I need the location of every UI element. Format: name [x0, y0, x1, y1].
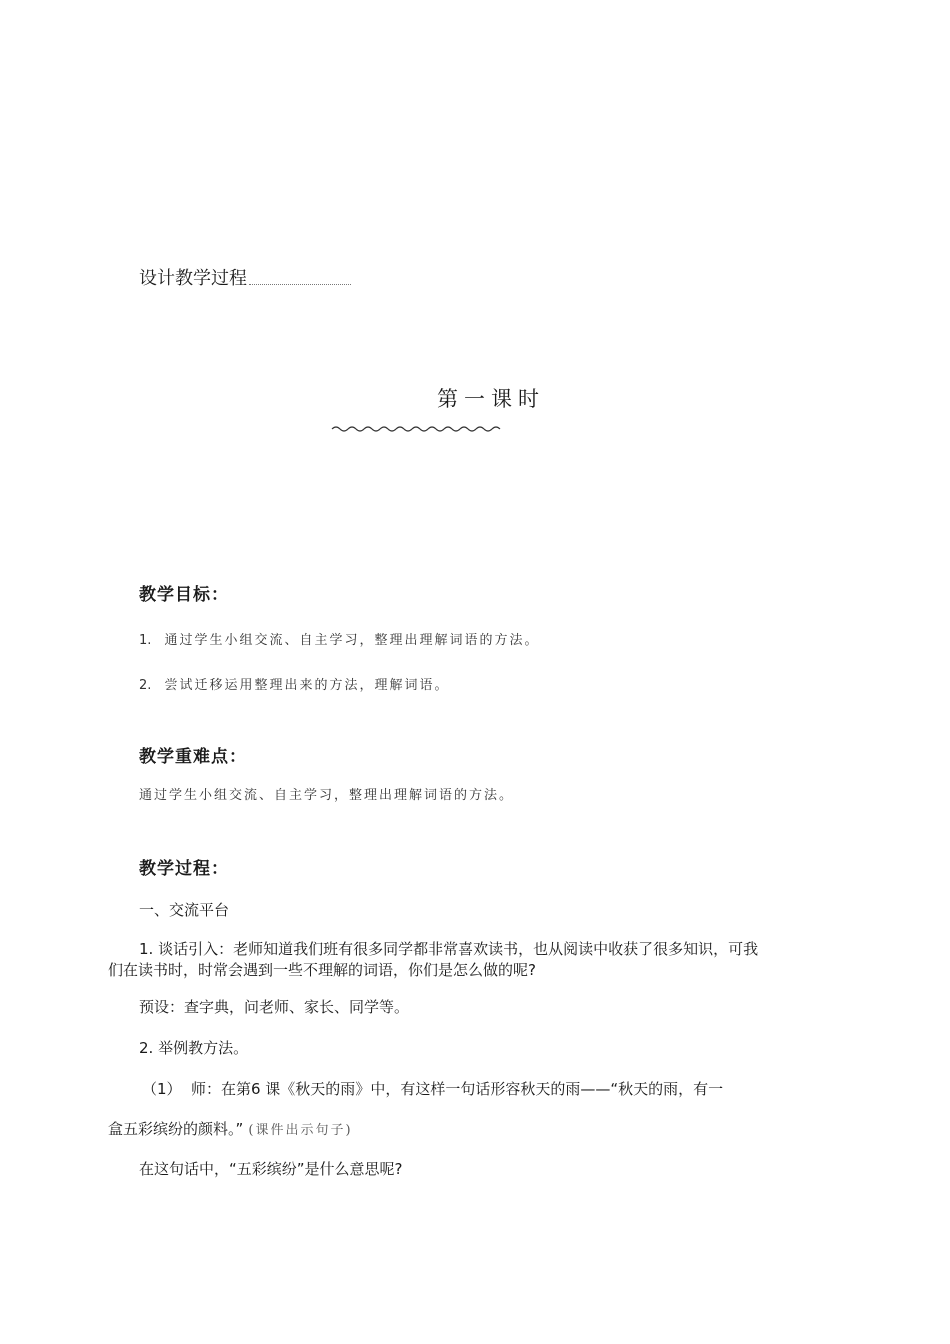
objective-number: 2. — [139, 678, 152, 693]
step-heading: 2. 举例教方法。 — [139, 1039, 249, 1057]
paragraph-line: 们在读书时，时常会遇到一些不理解的词语，你们是怎么做的呢? — [108, 961, 536, 979]
preset-text: 预设：查字典，问老师、家长、同学等。 — [139, 998, 410, 1016]
objectives-heading: 教学目标： — [139, 585, 229, 605]
key-points-heading: 教学重难点： — [139, 747, 247, 767]
paragraph-line: 师：在第6 课《秋天的雨》中，有这样一句话形容秋天的雨——“秋天的雨，有一 — [191, 1080, 724, 1098]
objective-item — [139, 674, 450, 693]
key-points-text: 通过学生小组交流、自主学习，整理出理解词语的方法。 — [139, 788, 515, 803]
paragraph-line: 1. 谈话引入：老师知道我们班有很多同学都非常喜欢读书，也从阅读中收获了很多知识，可我 — [139, 940, 759, 958]
wavy-underline — [331, 424, 501, 438]
objective-text: 通过学生小组交流、自主学习，整理出理解词语的方法。 — [164, 633, 540, 648]
courseware-note: (课件出示句子) — [248, 1123, 353, 1138]
objective-item — [139, 629, 540, 648]
process-heading: 教学过程： — [139, 859, 229, 879]
quote-end: 盒五彩缤纷的颜料。” — [108, 1120, 244, 1138]
toc-entry[interactable] — [139, 264, 351, 290]
toc-label: 设计教学过程 — [139, 268, 247, 289]
question-text: 在这句话中，“五彩缤纷”是什么意思呢? — [139, 1160, 403, 1178]
toc-dot-leader — [249, 284, 351, 285]
sub-step-number: （1） — [142, 1080, 182, 1098]
section-heading: 一、交流平台 — [139, 901, 230, 919]
objective-number: 1. — [139, 633, 152, 648]
objective-text: 尝试迁移运用整理出来的方法，理解词语。 — [164, 678, 450, 693]
paragraph-line — [108, 1118, 353, 1139]
lesson-title: 第一课时 — [437, 387, 545, 411]
